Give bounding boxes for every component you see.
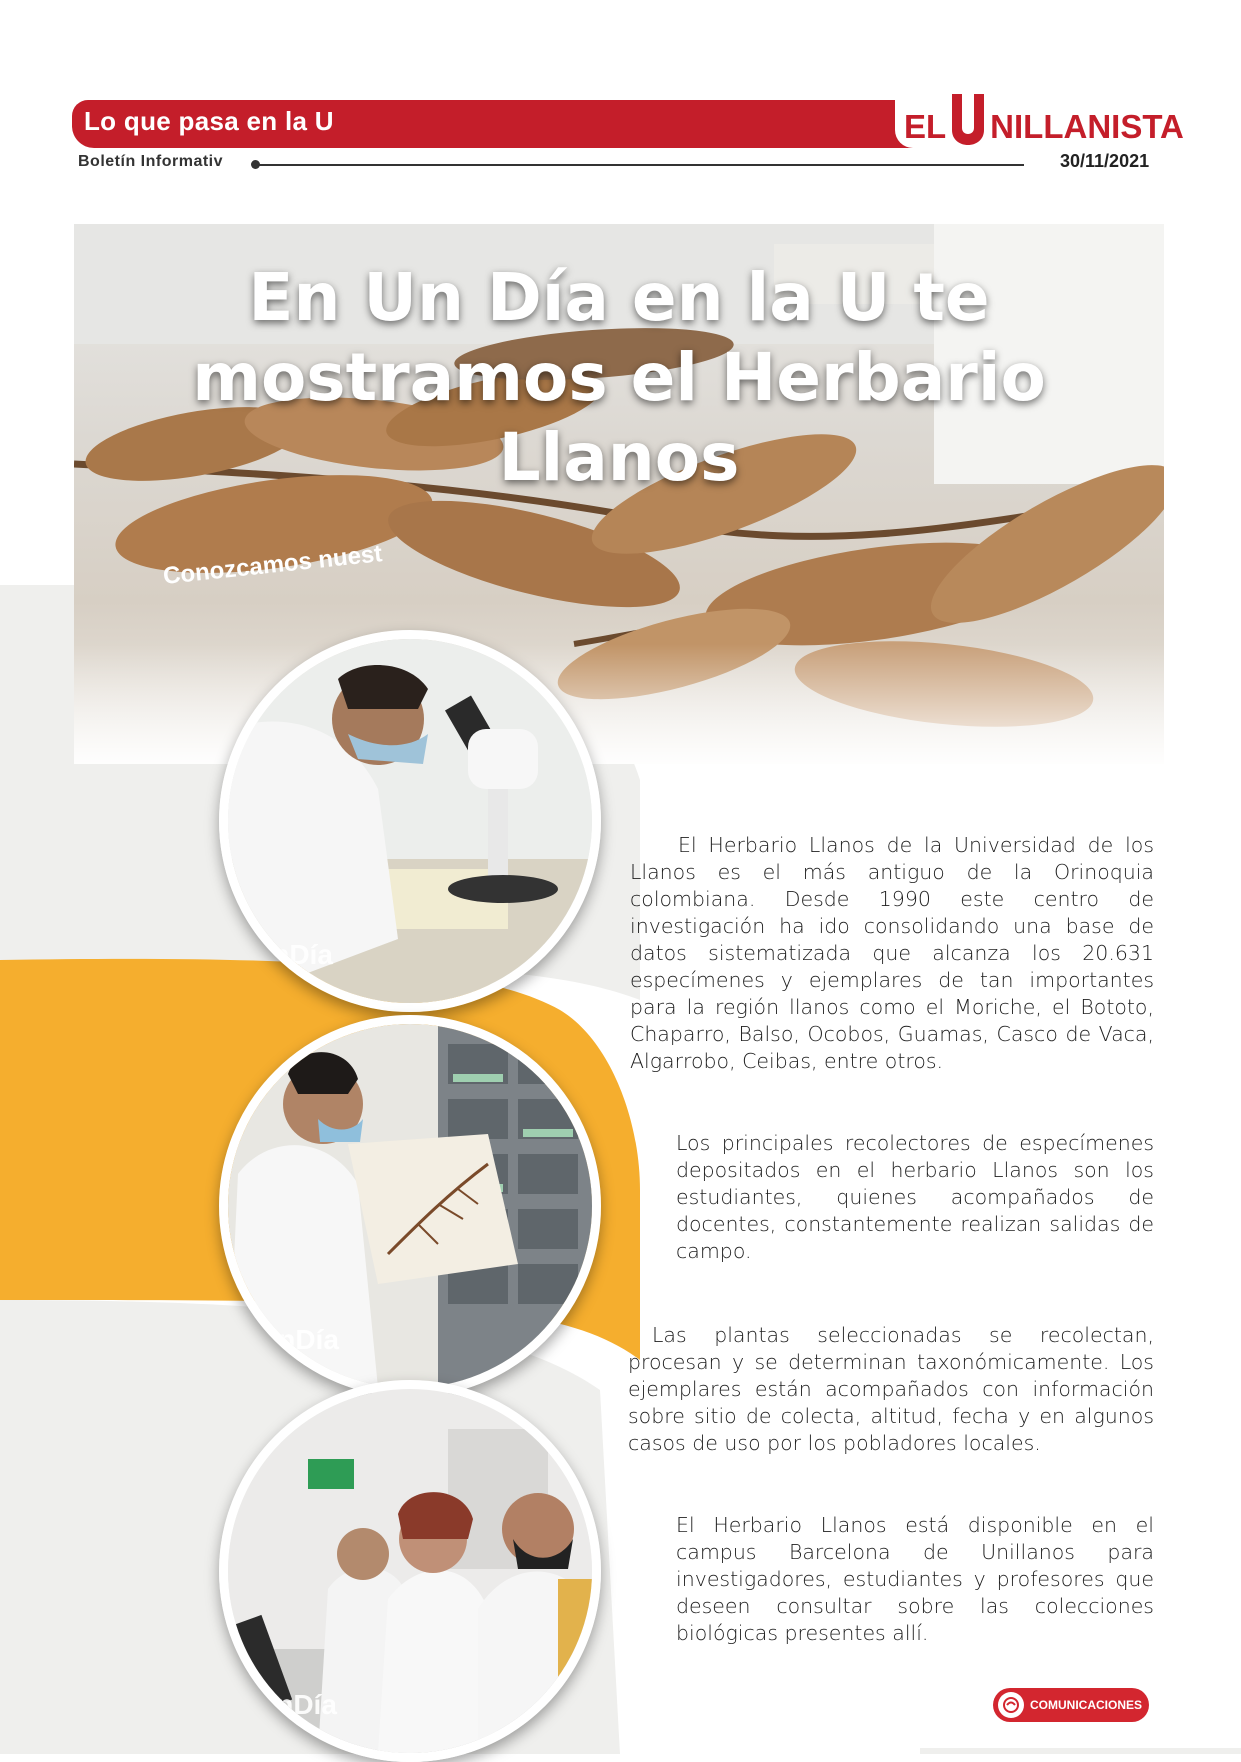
comunicaciones-emblem-icon [998, 1692, 1024, 1718]
bulletin-label: Boletín Informativ [78, 153, 224, 170]
brand-logo [904, 94, 1184, 150]
paragraph-availability: El Herbario Llanos está disponible en el campus Barcelona de Unillanos para investigadores, estudiantes y profesores que deseen consultar sobre las colecciones biológicas presentes allí. [676, 1513, 1154, 1645]
photo-specimen-review [219, 1015, 601, 1397]
paragraph-collectors: Los principales recolectores de especímenes depositados en el herbario Llanos son los estudiantes, quienes acompañados de docentes, constantemente realizan salidas de campo. [676, 1131, 1154, 1263]
photo-watermark: UnDía [252, 939, 333, 970]
section-title: Lo que pasa en la U [84, 106, 334, 136]
photo-watermark: UnDía [258, 1324, 339, 1355]
brand-u-glyph [948, 92, 988, 150]
brand-prefix: EL [904, 108, 947, 145]
photo-watermark: UnDía [256, 1689, 337, 1720]
comunicaciones-logo [993, 1688, 1149, 1722]
issue-date: 30/11/2021 [1060, 151, 1150, 171]
photo-microscope [219, 630, 601, 1012]
hero-title [74, 258, 1164, 498]
photo-computer-lab [219, 1380, 601, 1762]
hero-title-line-1: En Un Día en la U te [248, 259, 990, 336]
gray-panel-bottom-right [920, 1748, 1241, 1754]
brand-suffix: NILLANISTA [990, 108, 1184, 145]
paragraph-processing: Las plantas seleccionadas se recolectan, procesan y se determinan taxonómicamente. Los ejemplares están acompañados con información sobre sitio de colecta, altitud, fecha y en algunos casos de uso por los pobladores locales. [628, 1323, 1154, 1455]
paragraph-intro: El Herbario Llanos de la Universidad de los Llanos es el más antiguo de la Orinoquia colombiana. Desde 1990 este centro de investigación ha ido consolidando una base de datos sistematizada que alcanza los 20.631 especímenes y ejemplares de tan importantes para la región llanos como el Moriche, el Bototo, Chaparro, Balso, Ocobos, Guamas, Casco de Vaca, Algarrobo, Ceibas, entre otros. [630, 833, 1154, 1073]
svg-text:Conozcamos nuest: Conozcamos nuest [161, 540, 384, 590]
subtitle-rule [258, 164, 1024, 166]
hero-banner [74, 224, 1164, 764]
hero-title-line-2: mostramos el Herbario Llanos [192, 339, 1046, 496]
comunicaciones-label: COMUNICACIONES [1030, 1698, 1143, 1712]
